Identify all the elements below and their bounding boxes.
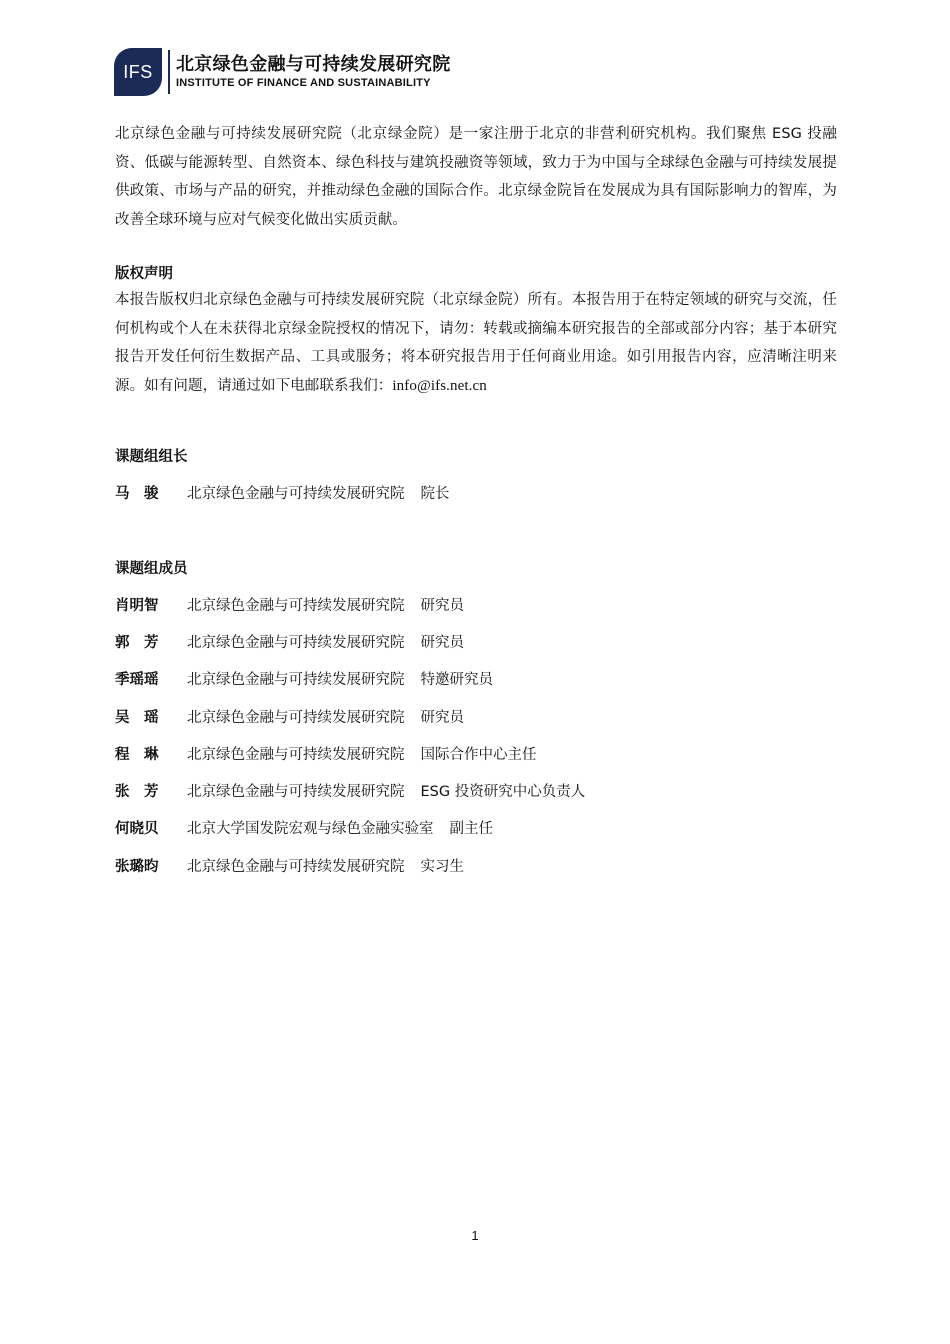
- member-role: 国际合作中心主任: [420, 746, 537, 763]
- member-org: 北京绿色金融与可持续发展研究院: [187, 485, 405, 502]
- copyright-paragraph: [115, 286, 837, 400]
- logo-text: [176, 54, 451, 90]
- member-role: 院长: [420, 485, 450, 502]
- logo-divider: [168, 50, 170, 94]
- member-name: 张 芳: [115, 783, 159, 800]
- member-org: 北京绿色金融与可持续发展研究院: [187, 597, 405, 614]
- org-name-en: INSTITUTE OF FINANCE AND SUSTAINABILITY: [176, 77, 431, 89]
- member-row: [115, 592, 464, 616]
- member-org: 北京绿色金融与可持续发展研究院: [187, 746, 405, 763]
- member-org: 北京绿色金融与可持续发展研究院: [187, 783, 405, 800]
- member-name: 吴 瑶: [115, 709, 159, 726]
- member-name: 何晓贝: [115, 820, 159, 837]
- member-org: 北京绿色金融与可持续发展研究院: [187, 634, 405, 651]
- member-row: [115, 741, 537, 765]
- member-role: 副主任: [449, 820, 493, 837]
- member-row: [115, 853, 464, 877]
- member-org: 北京大学国发院宏观与绿色金融实验室: [187, 820, 434, 837]
- member-row: [115, 815, 493, 839]
- ifs-logo-mark-icon: IFS: [114, 48, 162, 96]
- member-name: 肖明智: [115, 597, 159, 614]
- member-role: 研究员: [420, 709, 464, 726]
- page-number: 1: [471, 1228, 479, 1243]
- member-row: [115, 778, 585, 802]
- member-name: 郭 芳: [115, 634, 159, 651]
- member-name: 季瑶瑶: [115, 671, 159, 688]
- member-name: 马 骏: [115, 485, 159, 502]
- member-row: [115, 704, 464, 728]
- member-name: 程 琳: [115, 746, 159, 763]
- leader-section-title: 课题组组长: [115, 449, 188, 465]
- members-section-title: 课题组成员: [115, 561, 188, 577]
- member-role: 研究员: [420, 634, 464, 651]
- member-row: [115, 666, 493, 690]
- member-role: 实习生: [420, 858, 464, 875]
- member-role: ESG 投资研究中心负责人: [420, 783, 586, 800]
- intro-paragraph: 北京绿色金融与可持续发展研究院（北京绿金院）是一家注册于北京的非营利研究机构。我们聚焦 ESG 投融资、低碳与能源转型、自然资本、绿色科技与建筑投融资等领域，致力于为中国与全球绿色金融与可持续发展提供政策、市场与产品的研究，并推动绿色金融的国际合作。北京绿金院旨在发展成为具有国际影响力的智库，为改善全球环境与应对气候变化做出实质贡献。: [115, 126, 837, 228]
- member-row: [115, 629, 464, 653]
- member-role: 研究员: [420, 597, 464, 614]
- member-name: 张璐昀: [115, 858, 159, 875]
- member-role: 特邀研究员: [420, 671, 493, 688]
- member-org: 北京绿色金融与可持续发展研究院: [187, 709, 405, 726]
- member-org: 北京绿色金融与可持续发展研究院: [187, 858, 405, 875]
- copyright-title: 版权声明: [115, 266, 173, 282]
- contact-email: info@ifs.net.cn: [392, 377, 487, 394]
- org-name-cn: 北京绿色金融与可持续发展研究院: [176, 54, 451, 75]
- leader-row: [115, 480, 450, 504]
- ifs-logo: [114, 48, 451, 96]
- copyright-text: 本报告版权归北京绿色金融与可持续发展研究院（北京绿金院）所有。本报告用于在特定领域的研究与交流，任何机构或个人在未获得北京绿金院授权的情况下，请勿：转载或摘编本研究报告的全部或部分内容；基于本研究报告开发任何衍生数据产品、工具或服务；将本研究报告用于任何商业用途。如引用报告内容，应清晰注明来源。如有问题，请通过如下电邮联系我们：: [115, 292, 837, 394]
- member-org: 北京绿色金融与可持续发展研究院: [187, 671, 405, 688]
